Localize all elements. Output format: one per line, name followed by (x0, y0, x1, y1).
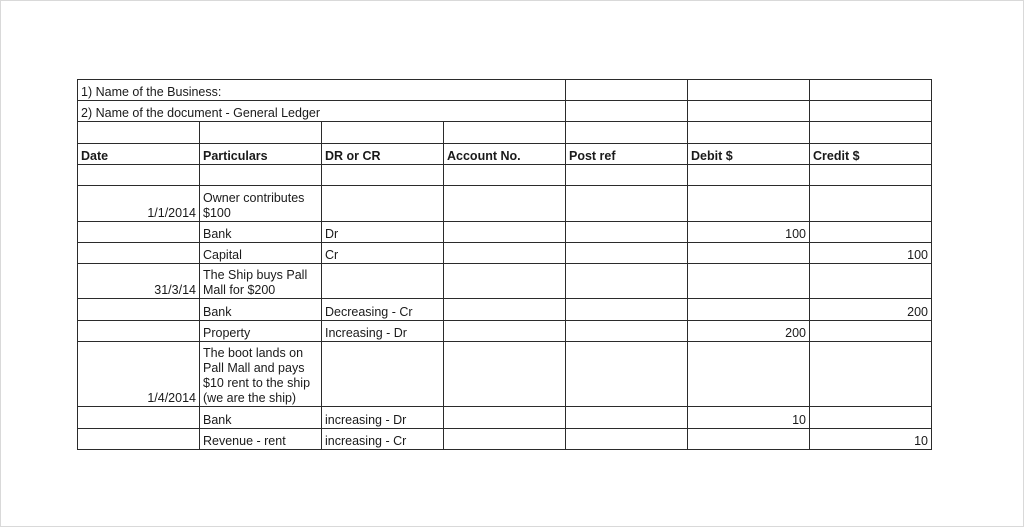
empty-cell (688, 122, 810, 144)
document-name-row (78, 101, 932, 122)
date-cell: 1/1/2014 (78, 186, 200, 222)
debit-cell (688, 243, 810, 264)
empty-cell (200, 165, 322, 186)
account-no-cell (444, 321, 566, 342)
general-ledger-table (77, 79, 932, 450)
credit-cell: 10 (810, 429, 932, 450)
date-cell: 1/4/2014 (78, 342, 200, 407)
dr-or-cr-cell: increasing - Cr (322, 429, 444, 450)
header-particulars: Particulars (200, 144, 322, 165)
date-cell (78, 243, 200, 264)
header-account-no: Account No. (444, 144, 566, 165)
dr-or-cr-cell (322, 342, 444, 407)
debit-cell: 10 (688, 407, 810, 429)
debit-cell (688, 186, 810, 222)
account-no-cell (444, 407, 566, 429)
spacer-row (78, 122, 932, 144)
empty-cell (444, 165, 566, 186)
table-row (78, 321, 932, 342)
dr-or-cr-cell: Increasing - Dr (322, 321, 444, 342)
empty-cell (810, 122, 932, 144)
table-row (78, 264, 932, 299)
empty-cell (78, 122, 200, 144)
table-row (78, 243, 932, 264)
header-debit: Debit $ (688, 144, 810, 165)
dr-or-cr-cell (322, 186, 444, 222)
header-dr-or-cr: DR or CR (322, 144, 444, 165)
header-credit: Credit $ (810, 144, 932, 165)
table-row (78, 299, 932, 321)
post-ref-cell (566, 407, 688, 429)
empty-cell (566, 80, 688, 101)
debit-cell: 100 (688, 222, 810, 243)
particulars-cell: Capital (200, 243, 322, 264)
empty-cell (444, 122, 566, 144)
credit-cell (810, 321, 932, 342)
debit-cell (688, 264, 810, 299)
particulars-cell: The boot lands on Pall Mall and pays $10 rent to the ship (we are the ship) (200, 342, 322, 407)
credit-cell (810, 264, 932, 299)
empty-cell (322, 122, 444, 144)
post-ref-cell (566, 222, 688, 243)
header-date: Date (78, 144, 200, 165)
particulars-cell: Owner contributes $100 (200, 186, 322, 222)
dr-or-cr-cell: Cr (322, 243, 444, 264)
debit-cell (688, 299, 810, 321)
account-no-cell (444, 222, 566, 243)
account-no-cell (444, 342, 566, 407)
header-row (78, 144, 932, 165)
account-no-cell (444, 299, 566, 321)
credit-cell (810, 222, 932, 243)
date-cell (78, 429, 200, 450)
document-name-label: 2) Name of the document - General Ledger (78, 101, 566, 122)
post-ref-cell (566, 264, 688, 299)
debit-cell (688, 342, 810, 407)
post-ref-cell (566, 243, 688, 264)
account-no-cell (444, 186, 566, 222)
particulars-cell: Bank (200, 222, 322, 243)
debit-cell: 200 (688, 321, 810, 342)
account-no-cell (444, 243, 566, 264)
table-row (78, 222, 932, 243)
particulars-cell: Bank (200, 407, 322, 429)
dr-or-cr-cell: increasing - Dr (322, 407, 444, 429)
debit-cell (688, 429, 810, 450)
credit-cell (810, 407, 932, 429)
particulars-cell: Bank (200, 299, 322, 321)
empty-cell (810, 80, 932, 101)
dr-or-cr-cell: Dr (322, 222, 444, 243)
empty-cell (688, 80, 810, 101)
credit-cell (810, 186, 932, 222)
post-ref-cell (566, 299, 688, 321)
empty-cell (688, 101, 810, 122)
post-ref-cell (566, 342, 688, 407)
dr-or-cr-cell: Decreasing - Cr (322, 299, 444, 321)
table-row (78, 342, 932, 407)
empty-cell (78, 165, 200, 186)
business-name-label: 1) Name of the Business: (78, 80, 566, 101)
date-cell (78, 299, 200, 321)
table-row (78, 407, 932, 429)
dr-or-cr-cell (322, 264, 444, 299)
empty-cell (200, 122, 322, 144)
date-cell: 31/3/14 (78, 264, 200, 299)
business-name-row (78, 80, 932, 101)
spacer-row (78, 165, 932, 186)
empty-cell (810, 101, 932, 122)
credit-cell: 200 (810, 299, 932, 321)
empty-cell (688, 165, 810, 186)
account-no-cell (444, 429, 566, 450)
table-row (78, 429, 932, 450)
particulars-cell: The Ship buys Pall Mall for $200 (200, 264, 322, 299)
post-ref-cell (566, 429, 688, 450)
credit-cell: 100 (810, 243, 932, 264)
post-ref-cell (566, 321, 688, 342)
post-ref-cell (566, 186, 688, 222)
date-cell (78, 222, 200, 243)
empty-cell (566, 122, 688, 144)
date-cell (78, 407, 200, 429)
table-row (78, 186, 932, 222)
particulars-cell: Revenue - rent (200, 429, 322, 450)
account-no-cell (444, 264, 566, 299)
header-post-ref: Post ref (566, 144, 688, 165)
empty-cell (322, 165, 444, 186)
date-cell (78, 321, 200, 342)
particulars-cell: Property (200, 321, 322, 342)
empty-cell (566, 101, 688, 122)
empty-cell (810, 165, 932, 186)
empty-cell (566, 165, 688, 186)
credit-cell (810, 342, 932, 407)
